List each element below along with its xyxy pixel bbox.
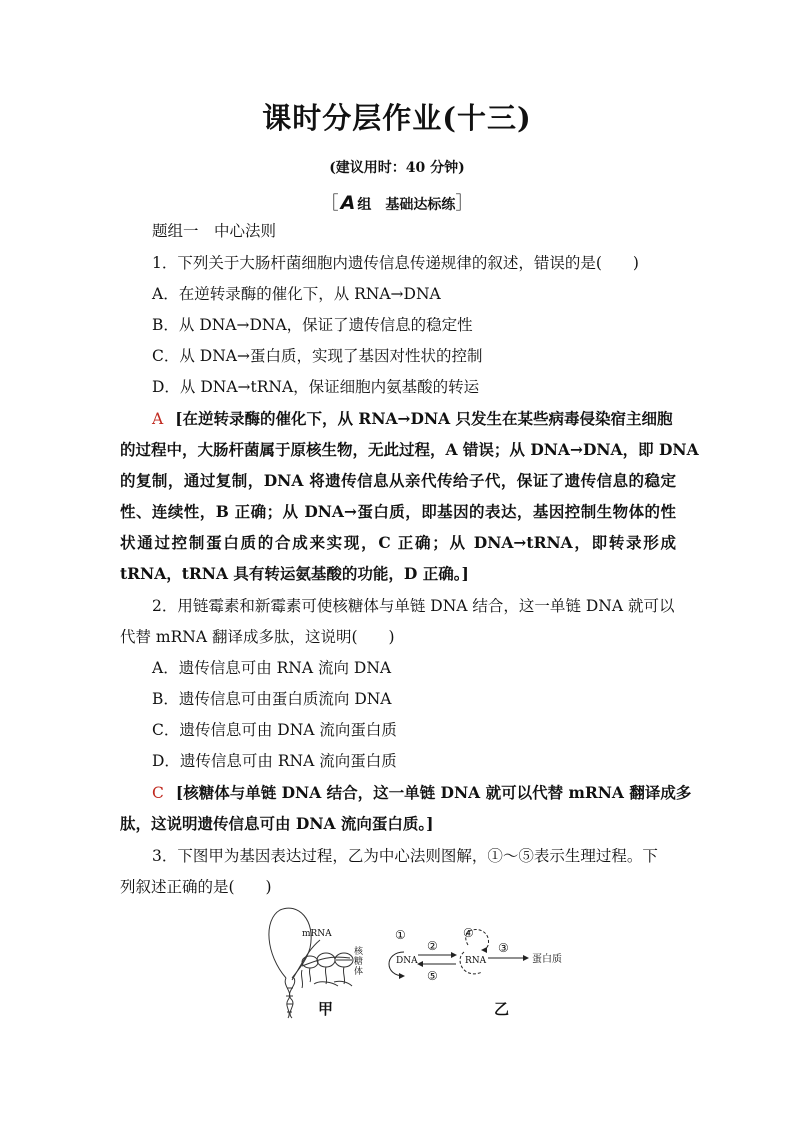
q2-explanation-line-2: 肽，这说明遗传信息可由 DNA 流向蛋白质。] bbox=[120, 814, 434, 833]
bracket-close: ］ bbox=[455, 193, 474, 214]
q2-stem-line-2: 代替 mRNA 翻译成多肽，这说明( ) bbox=[120, 628, 395, 646]
group-letter: A bbox=[340, 192, 356, 214]
ribosome-label-2: 糖 bbox=[354, 957, 364, 967]
page-title: 课时分层作业(十三) bbox=[262, 101, 532, 135]
q2-explanation-line-1: C [核糖体与单链 DNA 结合，这一单链 DNA 就可以代替 mRNA 翻译成多 bbox=[152, 783, 692, 802]
figure-caption-yi: 乙 bbox=[494, 1000, 510, 1018]
q2-option-d: D．遗传信息可由 RNA 流向蛋白质 bbox=[152, 752, 397, 770]
q1-answer: A bbox=[152, 410, 164, 428]
process-4-label: ④ bbox=[463, 926, 474, 940]
figure-svg bbox=[258, 900, 588, 1020]
protein-node: 蛋白质 bbox=[532, 954, 562, 965]
q1-option-a: A．在逆转录酶的催化下，从 RNA→DNA bbox=[152, 285, 441, 303]
figure-caption-jia: 甲 bbox=[318, 1000, 334, 1018]
group-label: 组 基础达标练 bbox=[357, 197, 456, 213]
ribosome-label-3: 体 bbox=[354, 967, 364, 977]
q2-stem-line-1: 2．用链霉素和新霉素可使核糖体与单链 DNA 结合，这一单链 DNA 就可以 bbox=[152, 597, 675, 615]
rna-node: RNA bbox=[465, 956, 487, 966]
diagram-jia bbox=[269, 908, 353, 1018]
q1-option-b: B．从 DNA→DNA，保证了遗传信息的稳定性 bbox=[152, 316, 473, 334]
q1-stem: 1．下列关于大肠杆菌细胞内遗传信息传递规律的叙述，错误的是( ) bbox=[152, 254, 639, 272]
section-heading: 题组一 中心法则 bbox=[152, 222, 277, 240]
q1-option-d: D．从 DNA→tRNA，保证细胞内氨基酸的转运 bbox=[152, 378, 480, 396]
time-suggestion: (建议用时：40 分钟) bbox=[329, 160, 465, 176]
process-1-label: ① bbox=[395, 928, 406, 942]
ribosome-1 bbox=[302, 956, 318, 968]
q1-explanation-line-1: A [在逆转录酶的催化下，从 RNA→DNA 只发生在某些病毒侵染宿主细胞 bbox=[152, 409, 673, 428]
process-3-label: ③ bbox=[498, 941, 509, 955]
dna-loop bbox=[269, 908, 311, 978]
q3-stem-line-2: 列叙述正确的是( ) bbox=[120, 878, 272, 896]
q1-option-c: C．从 DNA→蛋白质，实现了基因对性状的控制 bbox=[152, 347, 483, 365]
q1-explanation-line-3: 的复制，通过复制，DNA 将遗传信息从亲代传给子代，保证了遗传信息的稳定 bbox=[120, 471, 676, 490]
q1-explanation-line-4: 性、连续性，B 正确；从 DNA→蛋白质，即基因的表达，基因控制生物体的性 bbox=[120, 502, 676, 521]
process-2-label: ② bbox=[427, 939, 438, 953]
q2-option-a: A．遗传信息可由 RNA 流向 DNA bbox=[152, 659, 392, 677]
q1-explanation-line-6: tRNA，tRNA 具有转运氨基酸的功能，D 正确。] bbox=[120, 564, 469, 583]
q3-stem-line-1: 3．下图甲为基因表达过程，乙为中心法则图解，①～⑤表示生理过程。下 bbox=[152, 847, 658, 865]
q1-explanation-line-2: 的过程中，大肠杆菌属于原核生物，无此过程，A 错误；从 DNA→DNA，即 DNA bbox=[120, 440, 699, 459]
q1-explanation-line-5: 状通过控制蛋白质的合成来实现，C 正确；从 DNA→tRNA，即转录形成 bbox=[120, 533, 676, 552]
q2-option-c: C．遗传信息可由 DNA 流向蛋白质 bbox=[152, 721, 397, 739]
q2-option-b: B．遗传信息可由蛋白质流向 DNA bbox=[152, 690, 392, 708]
bracket-open: ［ bbox=[320, 193, 339, 214]
dna-node: DNA bbox=[396, 956, 418, 966]
group-header bbox=[0, 189, 794, 215]
gene-expression-figure bbox=[258, 900, 588, 1020]
mrna-label: mRNA bbox=[302, 929, 332, 939]
ribosome-label-1: 核 bbox=[354, 947, 364, 957]
process-5-label: ⑤ bbox=[427, 969, 438, 983]
q2-answer: C bbox=[152, 784, 164, 802]
